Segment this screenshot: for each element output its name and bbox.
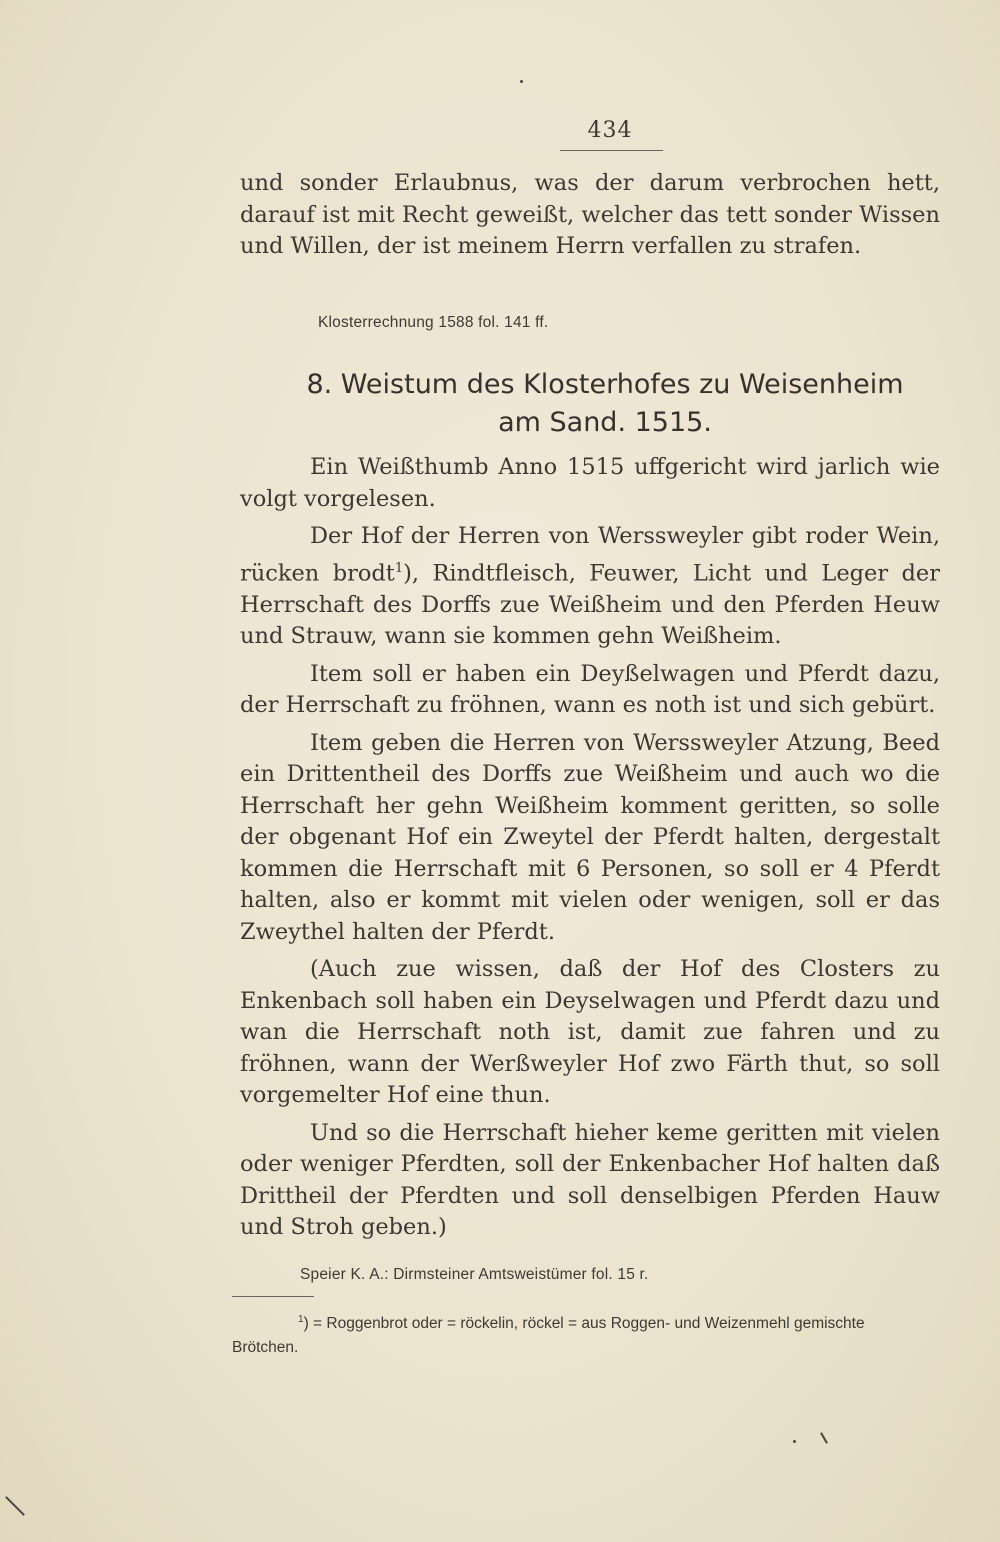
paragraph-1: Ein Weißthumb Anno 1515 uffgericht wird jarlich wie volgt vorgelesen. (240, 454, 940, 512)
paragraph-2-text-a: Der Hof der Herren von Werssweyler gibt roder Wein, rücken brodt (240, 523, 940, 586)
paper-speck (520, 80, 523, 83)
paragraph-5: (Auch zue wissen, daß der Hof des Closters zu Enkenbach soll haben ein Deyselwagen und Pferdt dazu und wan die Herrschaft noth ist, damit zue fahren und zu fröhnen, wann der Werßweyler Hof zwo Färth thut, so soll vorgemelter Hof eine thun. (240, 956, 940, 1108)
paper-speck (820, 1432, 828, 1443)
section-heading (255, 366, 955, 442)
paragraph-2 (240, 521, 940, 653)
paragraph-6: Und so die Herrschaft hieher keme geritten mit vielen oder weniger Pferdten, soll der Enkenbacher Hof halten daß Drittheil der Pferdten und soll denselbigen Pferden Hauw und Stroh geben.) (240, 1119, 940, 1240)
weistum-text (240, 452, 940, 1244)
footnote-text: ) = Roggenbrot oder = röckelin, röckel = aus Roggen- und Weizenmehl gemischte Brötchen. (232, 1315, 865, 1357)
continuation-text (240, 168, 940, 263)
paper-speck (793, 1440, 796, 1443)
paragraph-2-text-b: ), Rindtfleisch, Feuwer, Licht und Leger der Herrschaft des Dorffs zue Weißheim und den Pferden Heuw und Strauw, wann sie kommen gehn Weißheim. (240, 560, 940, 649)
heading-line-2: am Sand. 1515. (498, 407, 712, 438)
paragraph-3: Item soll er haben ein Deyßelwagen und Pferdt dazu, der Herrschaft zu fröhnen, wann es noth ist und sich gebürt. (240, 660, 940, 718)
footnote-rule (232, 1296, 314, 1297)
paper-speck (5, 1496, 25, 1516)
paragraph-4: Item geben die Herren von Werssweyler Atzung, Beed ein Drittentheil des Dorffs zue Weißheim und auch wo die Herrschaft her gehn Weißheim komment geritten, so solle der obgenant Hof ein Zweytel der Pferdt halten, dergestalt kommen die Herrschaft mit 6 Personen, so soll er 4 Pferdt halten, also er kommt mit vielen oder wenigen, soll er das Zweythel halten der Pferdt. (240, 729, 940, 945)
header-rule (560, 150, 663, 151)
source-citation-1: Klosterrechnung 1588 fol. 141 ff. (318, 314, 549, 331)
heading-line-1: 8. Weistum des Klosterhofes zu Weisenheim (306, 369, 904, 400)
top-paragraph: und sonder Erlaubnus, was der darum verbrochen hett, darauf ist mit Recht geweißt, welcher das tett sonder Wissen und Willen, der ist meinem Herrn verfallen zu strafen. (240, 170, 940, 259)
page-number: 434 (587, 118, 633, 143)
footnote-mark: 1 (298, 1314, 304, 1325)
source-citation-2: Speier K. A.: Dirmsteiner Amtsweistümer fol. 15 r. (300, 1266, 649, 1283)
footnote-ref: 1 (394, 560, 404, 576)
footnote (232, 1308, 932, 1360)
